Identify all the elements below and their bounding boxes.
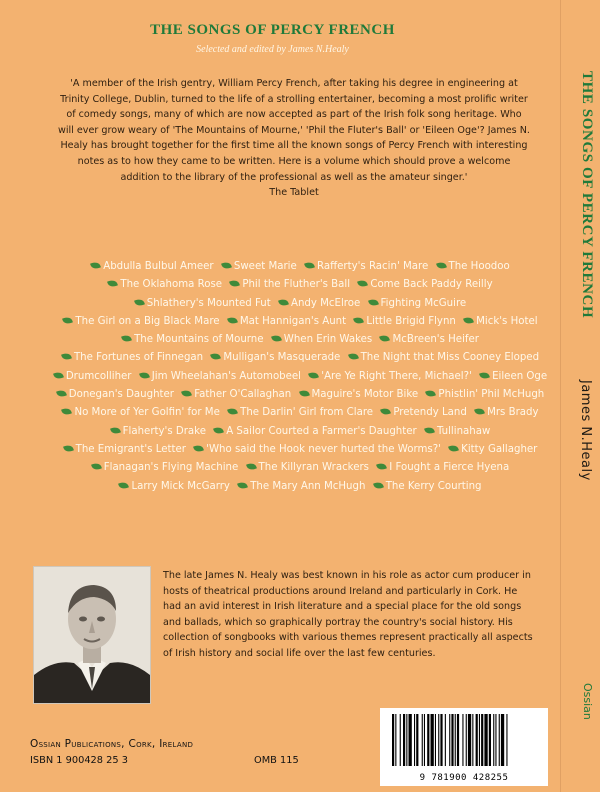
leaf-icon — [119, 480, 130, 490]
song-title: Rafferty's Racin' Mare — [317, 261, 429, 272]
leaf-icon — [246, 462, 257, 472]
song-title: The Killyran Wrackers — [258, 462, 369, 474]
song-item — [364, 298, 467, 309]
leaf-icon — [376, 462, 387, 472]
barcode-bar — [414, 714, 415, 766]
leaf-icon — [91, 462, 102, 472]
leaf-icon — [348, 352, 359, 362]
song-list — [48, 258, 548, 496]
review-blurb — [58, 76, 530, 201]
spine-publisher: Ossian — [581, 683, 594, 720]
leaf-icon — [448, 444, 459, 454]
song-title: Flanagan's Flying Machine — [103, 462, 239, 474]
song-item — [372, 462, 509, 473]
song-item — [223, 407, 373, 418]
spine-edge — [560, 0, 561, 792]
author-portrait-image — [34, 567, 150, 703]
barcode — [380, 708, 548, 786]
song-item — [135, 371, 301, 382]
leaf-icon — [62, 316, 73, 326]
song-title: Tullinahaw — [436, 425, 491, 437]
leaf-icon — [53, 370, 64, 380]
song-title: Shlathery's Mounted Fut — [146, 297, 271, 309]
song-item — [300, 261, 428, 272]
song-title: 'Are Ye Right There, Michael?' — [321, 370, 472, 382]
leaf-icon — [299, 389, 310, 399]
song-item — [459, 316, 537, 327]
song-title: The Night that Miss Cooney Eloped — [360, 352, 540, 364]
song-item — [59, 444, 186, 455]
song-title: McBreen's Heifer — [392, 334, 479, 346]
song-title: 'Who said the Hook never hurted the Worms?' — [206, 443, 441, 455]
barcode-bar — [438, 714, 439, 766]
barcode-bar — [406, 714, 407, 766]
song-title: Pretendy Land — [393, 407, 467, 419]
leaf-icon — [107, 279, 118, 289]
leaf-icon — [368, 297, 379, 307]
song-title: Maguire's Motor Bike — [311, 389, 419, 401]
leaf-icon — [425, 389, 436, 399]
barcode-bar — [449, 714, 450, 766]
leaf-icon — [121, 334, 132, 344]
leaf-icon — [110, 425, 121, 435]
barcode-bar — [479, 714, 480, 766]
barcode-bar — [409, 714, 412, 766]
song-title: Mrs Brady — [487, 407, 539, 419]
catalog-number: OMB 115 — [254, 755, 299, 766]
barcode-bar — [400, 714, 401, 766]
barcode-bar — [462, 714, 463, 766]
song-item — [274, 298, 360, 309]
song-item — [189, 444, 441, 455]
song-title: Father O'Callaghan — [194, 389, 292, 401]
song-item — [304, 371, 472, 382]
song-title: Fighting McGuire — [380, 297, 467, 309]
leaf-icon — [463, 316, 474, 326]
song-title: Jim Wheelahan's Automobeel — [151, 370, 302, 382]
barcode-bar — [403, 714, 405, 766]
leaf-icon — [278, 297, 289, 307]
barcode-bar — [499, 714, 500, 766]
song-item — [103, 279, 222, 290]
song-item — [49, 371, 132, 382]
barcode-bar — [493, 714, 494, 766]
leaf-icon — [210, 352, 221, 362]
leaf-icon — [56, 389, 67, 399]
song-item — [177, 389, 291, 400]
song-item — [130, 298, 271, 309]
song-title: Andy McElroe — [290, 297, 361, 309]
barcode-bar — [489, 714, 491, 766]
leaf-icon — [474, 407, 485, 417]
barcode-bar — [445, 714, 446, 766]
song-item — [353, 279, 492, 290]
song-title: Sweet Marie — [233, 261, 297, 272]
leaf-icon — [308, 370, 319, 380]
leaf-icon — [357, 279, 368, 289]
leaf-icon — [61, 352, 72, 362]
barcode-bar — [431, 714, 434, 766]
spine-title: THE SONGS OF PERCY FRENCH — [579, 71, 595, 319]
publisher-line: Ossian Publications, Cork, Ireland — [30, 738, 194, 750]
barcode-bar — [495, 714, 496, 766]
barcode-bar — [457, 714, 459, 766]
song-item — [86, 261, 213, 272]
song-title: A Sailor Courted a Farmer's Daughter — [226, 425, 417, 437]
barcode-bar — [466, 714, 467, 766]
barcode-digits: 9 781900 428255 — [419, 773, 509, 783]
leaf-icon — [62, 407, 73, 417]
blurb-attribution: The Tablet — [269, 187, 319, 199]
leaf-icon — [134, 297, 145, 307]
barcode-bar — [440, 714, 442, 766]
leaf-icon — [63, 444, 74, 454]
song-item — [267, 334, 372, 345]
song-item — [375, 334, 478, 345]
book-title: THE SONGS OF PERCY FRENCH — [150, 22, 395, 38]
song-item — [444, 444, 537, 455]
leaf-icon — [193, 444, 204, 454]
song-item — [225, 279, 350, 290]
song-item — [344, 352, 539, 363]
leaf-icon — [90, 261, 101, 271]
barcode-bar — [451, 714, 453, 766]
barcode-bar — [395, 714, 396, 766]
song-title: The Hoodoo — [448, 261, 510, 272]
song-title: I Fought a Fierce Hyena — [389, 462, 510, 474]
barcode-bars — [380, 708, 548, 770]
barcode-bar — [455, 714, 456, 766]
leaf-icon — [229, 279, 240, 289]
song-title: Mick's Hotel — [476, 315, 538, 327]
song-item — [87, 462, 239, 473]
barcode-bar — [422, 714, 423, 766]
song-item — [52, 389, 174, 400]
song-title: Little Brigid Flynn — [366, 315, 456, 327]
song-title: The Oklahoma Rose — [120, 279, 223, 291]
song-item — [57, 407, 219, 418]
barcode-bar — [427, 714, 429, 766]
song-title: The Fortunes of Finnegan — [73, 352, 204, 364]
song-title: The Darlin' Girl from Clare — [240, 407, 374, 419]
barcode-bar — [435, 714, 436, 766]
leaf-icon — [436, 261, 447, 271]
barcode-bar — [481, 714, 483, 766]
song-title: When Erin Wakes — [283, 334, 373, 346]
song-title: The Mary Ann McHugh — [250, 480, 366, 492]
song-title: Drumcolliher — [65, 370, 132, 382]
leaf-icon — [380, 407, 391, 417]
song-item — [432, 261, 510, 272]
song-item — [233, 481, 365, 492]
song-title: Come Back Paddy Reilly — [370, 279, 493, 291]
song-title: Eileen Oge — [492, 370, 548, 382]
leaf-icon — [424, 425, 435, 435]
barcode-bar — [392, 714, 394, 766]
song-title: Phil the Fluther's Ball — [242, 279, 351, 291]
leaf-icon — [304, 261, 315, 271]
song-title: Donegan's Daughter — [68, 389, 174, 401]
leaf-icon — [181, 389, 192, 399]
song-title: Abdulla Bulbul Ameer — [103, 261, 214, 272]
barcode-bar — [476, 714, 478, 766]
song-item — [114, 481, 230, 492]
song-item — [57, 352, 203, 363]
spine-author: James N.Healy — [578, 380, 593, 481]
song-title: Kitty Gallagher — [461, 443, 538, 455]
song-item — [421, 389, 544, 400]
song-item — [106, 426, 206, 437]
song-title: The Kerry Courting — [385, 480, 482, 492]
song-item — [376, 407, 467, 418]
leaf-icon — [237, 480, 248, 490]
song-item — [470, 407, 538, 418]
song-item — [295, 389, 419, 400]
author-bio: The late James N. Healy was best known in his role as actor cum producer in hosts of theatrical productions around Ireland and particularly in Cork. He had an avid interest in Irish literature and a special place for the old songs and ballads, which so graphically portray the country's social history. His collection of songbooks with various themes represent practically all aspects of Irish history and social life over the last few centuries. — [163, 570, 533, 659]
song-item — [420, 426, 490, 437]
leaf-icon — [380, 334, 391, 344]
song-item — [369, 481, 482, 492]
blurb-text: 'A member of the Irish gentry, William Percy French, after taking his degree in engineering at Trinity College, Dublin, turned to the life of a strolling entertainer, becoming a most prolific writer of comedy songs, many of which are now accepted as part of the Irish folk song heritage. Who will ever grow weary of 'The Mountains of Mourne,' 'Phil the Fluter's Ball' or 'Eileen Oge'? James N. Healy has brought together for the first time all the known songs of Percy French with interesting notes as to how they came to be written. Here is a volume which should prove a welcome addition to the library of the professional as well as the amateur singer.' — [58, 78, 530, 183]
song-title: Phistlin' Phil McHugh — [438, 389, 545, 401]
leaf-icon — [353, 316, 364, 326]
leaf-icon — [139, 370, 150, 380]
song-item — [117, 334, 263, 345]
song-item — [217, 261, 297, 272]
author-photo — [33, 566, 151, 704]
song-item — [223, 316, 346, 327]
barcode-bar — [472, 714, 473, 766]
leaf-icon — [221, 261, 232, 271]
song-item — [349, 316, 455, 327]
leaf-icon — [479, 370, 490, 380]
leaf-icon — [227, 407, 238, 417]
barcode-bar — [424, 714, 425, 766]
leaf-icon — [373, 480, 384, 490]
song-title: The Mountains of Mourne — [134, 334, 264, 346]
barcode-bar — [501, 714, 504, 766]
song-title: Mulligan's Masquerade — [223, 352, 341, 364]
barcode-bar — [416, 714, 418, 766]
leaf-icon — [271, 334, 282, 344]
song-item — [475, 371, 547, 382]
isbn-line: ISBN 1 900428 25 3 — [30, 755, 128, 766]
song-title: Flaherty's Drake — [122, 425, 206, 437]
leaf-icon — [213, 425, 224, 435]
song-title: No More of Yer Golfin' for Me — [74, 407, 220, 419]
song-title: Mat Hannigan's Aunt — [239, 315, 347, 327]
barcode-bar — [506, 714, 507, 766]
song-item — [206, 352, 340, 363]
leaf-icon — [227, 316, 238, 326]
song-item — [58, 316, 219, 327]
barcode-bar — [484, 714, 487, 766]
song-title: The Emigrant's Letter — [75, 443, 186, 455]
song-item — [209, 426, 417, 437]
barcode-bar — [468, 714, 471, 766]
song-title: Larry Mick McGarry — [131, 480, 230, 492]
song-title: The Girl on a Big Black Mare — [75, 315, 220, 327]
song-item — [242, 462, 369, 473]
book-subtitle: Selected and edited by James N.Healy — [196, 44, 349, 55]
